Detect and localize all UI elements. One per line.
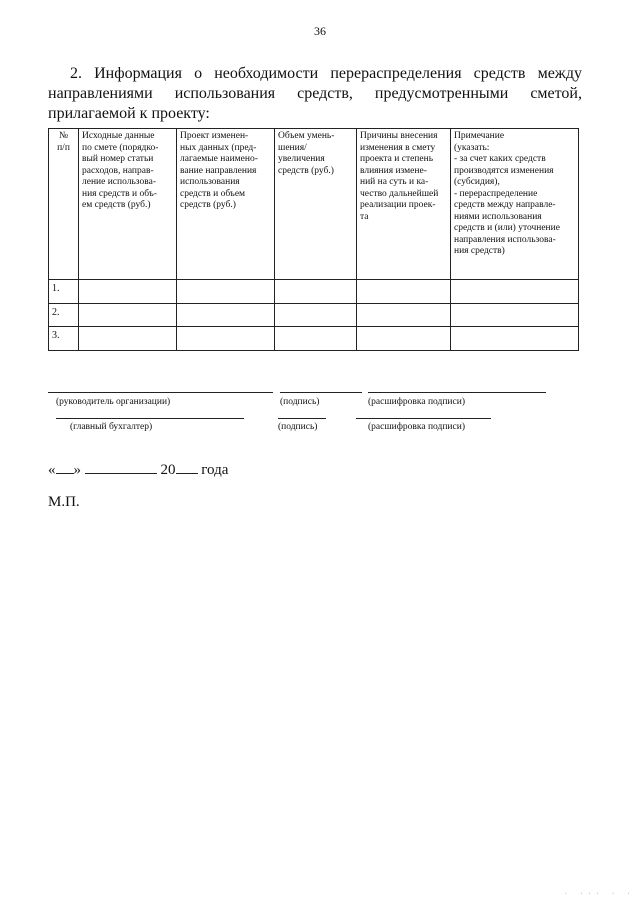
table-cell-number: 1. [49, 280, 79, 304]
table-cell[interactable] [357, 280, 451, 304]
table-cell[interactable] [177, 327, 275, 351]
head-signature-caption: (подпись) [280, 397, 320, 407]
table-cell[interactable] [79, 280, 177, 304]
head-role-line[interactable] [48, 392, 273, 393]
page-number: 36 [314, 24, 326, 38]
accountant-signature-line[interactable] [278, 418, 326, 419]
table-row [49, 327, 579, 351]
table-cell[interactable] [79, 327, 177, 351]
table-cell[interactable] [177, 280, 275, 304]
accountant-role-caption: (главный бухгалтер) [70, 422, 153, 432]
head-signature-line[interactable] [280, 392, 362, 393]
table-cell[interactable] [275, 280, 357, 304]
table-cell[interactable] [275, 303, 357, 327]
section-heading: 2. Информация о необходимости перераспределения средств между направлениями использования средств, предусмотренными сметой, прилагаемой к проекту: [48, 65, 582, 122]
year-prefix: 20 [160, 462, 176, 478]
redistribution-table [48, 128, 579, 351]
date-suffix: года [201, 462, 229, 478]
header-cell-original-data: Исходные данные по смете (порядко- вый номер статьи расходов, направ- ление использова- ния средств и объ- ем средств (руб.) [79, 129, 177, 280]
header-cell-number: № п/п [49, 129, 79, 280]
year-blank[interactable] [176, 460, 198, 474]
month-blank[interactable] [85, 460, 157, 474]
header-cell-notes: Примечание (указать: - за счет каких средств производятся изменения (субсидия), - перераспределение средств между направле- ниями использования средств и (или) уточнение направления использова- ния средств) [451, 129, 579, 280]
table-cell-number: 3. [49, 327, 79, 351]
table-row [49, 303, 579, 327]
table-cell[interactable] [79, 303, 177, 327]
day-blank[interactable] [56, 460, 74, 474]
table-cell[interactable] [451, 303, 579, 327]
table-cell-number: 2. [49, 303, 79, 327]
head-role-caption: (руководитель организации) [56, 397, 171, 407]
scan-marks: · ··· · · [565, 891, 636, 897]
accountant-decoding-line[interactable] [356, 418, 491, 419]
table-cell[interactable] [451, 280, 579, 304]
head-decoding-line[interactable] [368, 392, 546, 393]
date-close-quote: » [73, 462, 81, 478]
table-cell[interactable] [357, 327, 451, 351]
table-row [49, 280, 579, 304]
table-cell[interactable] [451, 327, 579, 351]
accountant-decoding-caption: (расшифровка подписи) [368, 422, 465, 432]
date-open-quote: « [48, 462, 56, 478]
header-cell-reasons: Причины внесения изменения в смету проекта и степень влияния измене- ний на суть и ка- чество дальнейшей реализации проек- та [357, 129, 451, 280]
stamp-label: М.П. [48, 494, 80, 510]
header-cell-changed-data: Проект изменен- ных данных (пред- лагаемые наимено- вание направления использования средств и объем средств (руб.) [177, 129, 275, 280]
accountant-role-line[interactable] [56, 418, 244, 419]
table-cell[interactable] [357, 303, 451, 327]
header-cell-change-amount: Объем умень- шения/ увеличения средств (руб.) [275, 129, 357, 280]
table-cell[interactable] [177, 303, 275, 327]
date-line [48, 460, 228, 479]
table-header-row [49, 129, 579, 280]
head-decoding-caption: (расшифровка подписи) [368, 397, 465, 407]
accountant-signature-caption: (подпись) [278, 422, 318, 432]
table-cell[interactable] [275, 327, 357, 351]
